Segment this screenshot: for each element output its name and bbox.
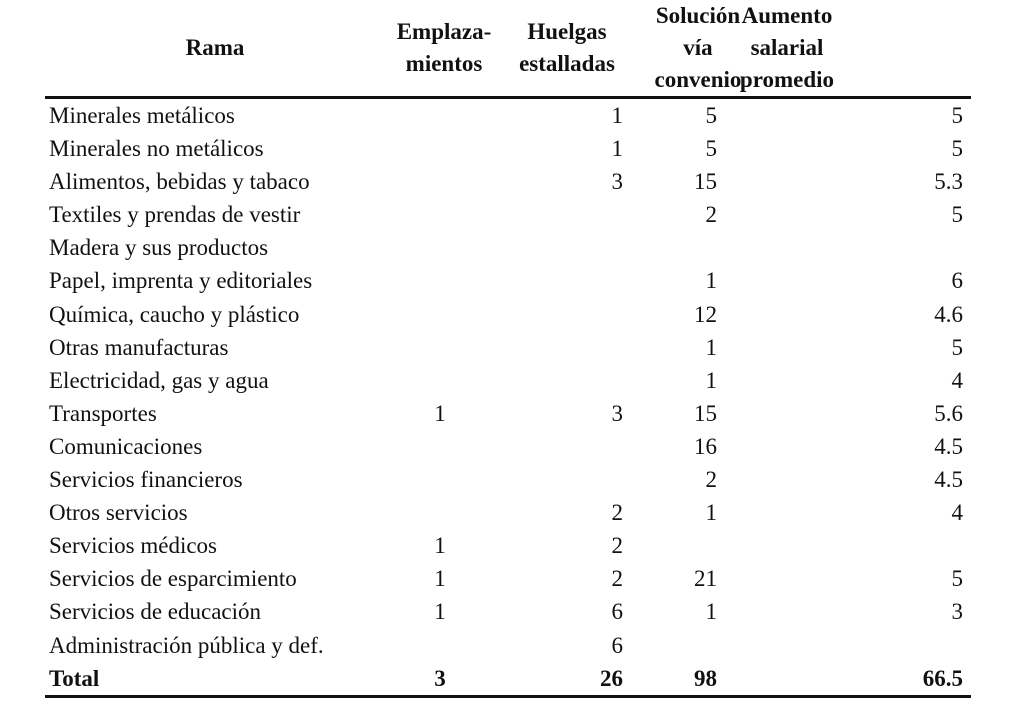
table-header-row (45, 0, 971, 98)
total-emplazamientos: 3 (385, 662, 503, 697)
cell-aumento: 4 (951, 500, 963, 526)
cell-rama: Electricidad, gas y agua (49, 367, 269, 393)
cell-aumento: 4.6 (934, 301, 963, 327)
cell-solucion: 1 (705, 599, 717, 625)
cell-rama: Alimentos, bebidas y tabaco (49, 169, 310, 195)
header-solucion-via-convenio: Solución vía convenio (631, 0, 765, 98)
cell-solucion (631, 629, 765, 662)
table-row (45, 364, 971, 397)
total-label: Total (45, 662, 385, 697)
cell-emplazamientos: 1 (434, 566, 446, 592)
cell-huelgas (503, 463, 631, 496)
cell-emplazamientos (385, 496, 503, 529)
cell-emplazamientos: 1 (434, 533, 446, 559)
cell-solucion: 15 (694, 169, 717, 195)
cell-rama: Comunicaciones (49, 433, 203, 459)
cell-huelgas: 1 (611, 136, 623, 162)
cell-aumento: 3 (951, 599, 963, 625)
cell-emplazamientos (385, 463, 503, 496)
cell-rama: Transportes (49, 400, 157, 426)
cell-rama: Otras manufacturas (49, 334, 229, 360)
cell-solucion: 16 (694, 433, 717, 459)
cell-huelgas: 6 (611, 599, 623, 625)
cell-aumento: 5 (951, 103, 963, 128)
cell-emplazamientos (385, 132, 503, 165)
table-row (45, 98, 971, 133)
table-row (45, 165, 971, 198)
cell-aumento: 5 (951, 136, 963, 162)
cell-aumento: 4.5 (934, 467, 963, 493)
cell-aumento: 4.5 (934, 433, 963, 459)
cell-emplazamientos (385, 165, 503, 198)
cell-huelgas (503, 231, 631, 264)
cell-huelgas: 3 (611, 400, 623, 426)
cell-rama: Minerales metálicos (49, 103, 235, 128)
header-emplazamientos: Emplaza- mientos (385, 0, 503, 98)
cell-solucion (631, 231, 765, 264)
total-huelgas: 26 (503, 662, 631, 697)
cell-solucion: 1 (705, 334, 717, 360)
cell-aumento: 5.6 (934, 400, 963, 426)
table-row (45, 198, 971, 231)
cell-emplazamientos: 1 (434, 599, 446, 625)
cell-huelgas: 1 (611, 103, 623, 128)
table-row (45, 629, 971, 662)
cell-huelgas (503, 364, 631, 397)
table-row (45, 264, 971, 297)
header-aumento-salarial-promedio: Aumento salarial promedio (765, 0, 971, 98)
cell-rama: Administración pública y def. (49, 632, 324, 658)
cell-huelgas: 2 (611, 566, 623, 592)
cell-solucion: 5 (705, 136, 717, 162)
cell-aumento (765, 629, 971, 662)
cell-huelgas (503, 331, 631, 364)
cell-aumento: 5 (951, 202, 963, 228)
cell-rama: Papel, imprenta y editoriales (49, 268, 313, 294)
cell-huelgas: 2 (611, 500, 623, 526)
table-body (45, 98, 971, 697)
total-solucion: 98 (631, 662, 765, 697)
cell-aumento: 5.3 (934, 169, 963, 195)
cell-huelgas (503, 430, 631, 463)
cell-rama: Servicios financieros (49, 467, 243, 493)
total-aumento: 66.5 (765, 662, 971, 697)
cell-huelgas (503, 264, 631, 297)
cell-huelgas: 3 (611, 169, 623, 195)
cell-emplazamientos (385, 198, 503, 231)
cell-aumento (765, 231, 971, 264)
cell-emplazamientos (385, 231, 503, 264)
cell-emplazamientos (385, 298, 503, 331)
strikes-by-branch-table (45, 0, 971, 698)
cell-solucion: 2 (705, 202, 717, 228)
cell-emplazamientos (385, 430, 503, 463)
header-rama: Rama (45, 0, 385, 98)
table-row (45, 562, 971, 595)
cell-emplazamientos (385, 98, 503, 133)
cell-rama: Química, caucho y plástico (49, 301, 300, 327)
cell-solucion: 2 (705, 467, 717, 493)
cell-rama: Madera y sus productos (49, 235, 269, 261)
cell-rama: Textiles y prendas de vestir (49, 202, 301, 228)
cell-rama: Minerales no metálicos (49, 136, 264, 162)
cell-rama: Servicios médicos (49, 533, 217, 559)
table-row (45, 397, 971, 430)
table-row (45, 496, 971, 529)
table-row (45, 231, 971, 264)
cell-solucion (631, 529, 765, 562)
cell-rama: Otros servicios (49, 500, 188, 526)
cell-aumento: 6 (951, 268, 963, 294)
cell-solucion: 1 (705, 268, 717, 294)
table-row (45, 595, 971, 628)
cell-solucion: 1 (705, 367, 717, 393)
cell-aumento: 4 (951, 367, 963, 393)
cell-emplazamientos: 1 (434, 400, 446, 426)
table-row (45, 529, 971, 562)
table-row (45, 430, 971, 463)
table-row (45, 331, 971, 364)
table-row (45, 463, 971, 496)
cell-huelgas (503, 298, 631, 331)
cell-aumento (765, 529, 971, 562)
cell-emplazamientos (385, 331, 503, 364)
table-row (45, 132, 971, 165)
cell-huelgas (503, 198, 631, 231)
cell-solucion: 5 (705, 103, 717, 128)
cell-huelgas: 6 (611, 632, 623, 658)
cell-rama: Servicios de educación (49, 599, 262, 625)
table-row (45, 298, 971, 331)
cell-emplazamientos (385, 264, 503, 297)
cell-solucion: 1 (705, 500, 717, 526)
cell-emplazamientos (385, 629, 503, 662)
cell-rama: Servicios de esparcimiento (49, 566, 297, 592)
cell-solucion: 12 (694, 301, 717, 327)
cell-emplazamientos (385, 364, 503, 397)
cell-solucion: 15 (694, 400, 717, 426)
cell-huelgas: 2 (611, 533, 623, 559)
cell-aumento: 5 (951, 334, 963, 360)
cell-solucion: 21 (694, 566, 717, 592)
cell-aumento: 5 (951, 566, 963, 592)
total-row (45, 662, 971, 697)
header-huelgas-estalladas: Huelgas estalladas (503, 0, 631, 98)
